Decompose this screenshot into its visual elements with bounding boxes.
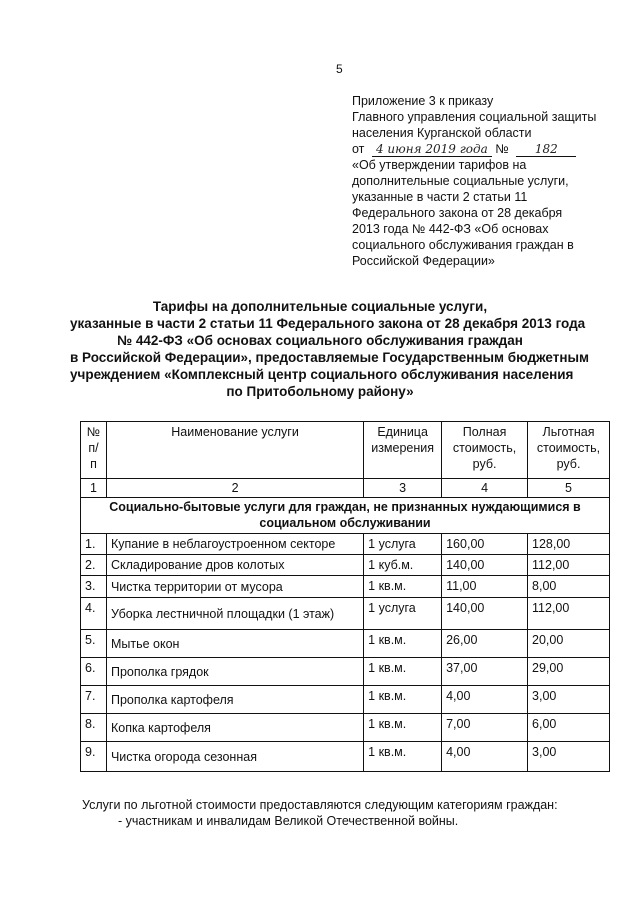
index-cell: 2 bbox=[106, 479, 363, 498]
table-row bbox=[81, 598, 610, 630]
cell-name: Складирование дров колотых bbox=[106, 555, 363, 576]
header-num: № п/п bbox=[81, 422, 107, 479]
cell-num: 3. bbox=[81, 576, 107, 598]
cell-full: 140,00 bbox=[442, 598, 528, 630]
cell-name: Прополка картофеля bbox=[106, 686, 363, 714]
title-line: Тарифы на дополнительные социальные услуги, bbox=[152, 299, 488, 314]
cell-name: Прополка грядок bbox=[106, 658, 363, 686]
column-index-row bbox=[81, 479, 610, 498]
cell-name: Чистка огорода сезонная bbox=[106, 742, 363, 772]
cell-name: Купание в неблагоустроенном секторе bbox=[106, 534, 363, 555]
index-cell: 4 bbox=[442, 479, 528, 498]
page-number: 5 bbox=[336, 62, 343, 76]
table-row bbox=[81, 534, 610, 555]
cell-reduced: 3,00 bbox=[528, 742, 610, 772]
cell-unit: 1 услуга bbox=[364, 534, 442, 555]
cell-num: 1. bbox=[81, 534, 107, 555]
cell-unit: 1 кв.м. bbox=[364, 576, 442, 598]
title-line: № 442-ФЗ «Об основах социального обслуживания граждан bbox=[117, 333, 523, 348]
subject-line: 2013 года № 442-ФЗ «Об основах bbox=[352, 222, 549, 236]
subject-line: дополнительные социальные услуги, bbox=[352, 174, 569, 188]
cell-full: 140,00 bbox=[442, 555, 528, 576]
cell-num: 9. bbox=[81, 742, 107, 772]
index-cell: 1 bbox=[81, 479, 107, 498]
cell-full: 7,00 bbox=[442, 714, 528, 742]
cell-reduced: 29,00 bbox=[528, 658, 610, 686]
subject-line: Федерального закона от 28 декабря bbox=[352, 206, 563, 220]
number-label: № bbox=[495, 142, 509, 156]
title-line: указанные в части 2 статьи 11 Федерального закона от 28 декабря 2013 года bbox=[70, 316, 586, 331]
cell-full: 26,00 bbox=[442, 630, 528, 658]
appendix-block bbox=[352, 93, 614, 269]
handwritten-number: 182 bbox=[516, 143, 576, 157]
cell-unit: 1 услуга bbox=[364, 598, 442, 630]
header-name: Наименование услуги bbox=[106, 422, 363, 479]
cell-full: 4,00 bbox=[442, 742, 528, 772]
document-title bbox=[70, 298, 590, 400]
title-line: по Притобольному району» bbox=[226, 384, 414, 399]
footer-line: Услуги по льготной стоимости предоставляются следующим категориям граждан: bbox=[82, 798, 558, 812]
section-title: Социально-бытовые услуги для граждан, не признанных нуждающимися в социальном обслуживании bbox=[81, 498, 610, 534]
cell-num: 5. bbox=[81, 630, 107, 658]
cell-reduced: 20,00 bbox=[528, 630, 610, 658]
cell-unit: 1 кв.м. bbox=[364, 658, 442, 686]
title-line: учреждением «Комплексный центр социального обслуживания населения bbox=[70, 367, 574, 382]
cell-reduced: 112,00 bbox=[528, 555, 610, 576]
footer-note bbox=[82, 797, 622, 829]
subject-line: социального обслуживания граждан в bbox=[352, 238, 574, 252]
table-row bbox=[81, 576, 610, 598]
title-line: в Российской Федерации», предоставляемые Государственным бюджетным bbox=[70, 350, 590, 365]
cell-num: 7. bbox=[81, 686, 107, 714]
appendix-line: Приложение 3 к приказу bbox=[352, 94, 494, 108]
table-row bbox=[81, 658, 610, 686]
from-label: от bbox=[352, 142, 365, 156]
subject-line: Российской Федерации» bbox=[352, 254, 495, 268]
cell-name: Чистка территории от мусора bbox=[106, 576, 363, 598]
cell-unit: 1 кв.м. bbox=[364, 714, 442, 742]
appendix-line: населения Курганской области bbox=[352, 126, 532, 140]
appendix-line: Главного управления социальной защиты bbox=[352, 110, 597, 124]
table-row bbox=[81, 630, 610, 658]
index-cell: 5 bbox=[528, 479, 610, 498]
cell-reduced: 8,00 bbox=[528, 576, 610, 598]
cell-reduced: 128,00 bbox=[528, 534, 610, 555]
section-row bbox=[81, 498, 610, 534]
cell-name: Мытье окон bbox=[106, 630, 363, 658]
cell-reduced: 112,00 bbox=[528, 598, 610, 630]
table-row bbox=[81, 555, 610, 576]
cell-full: 37,00 bbox=[442, 658, 528, 686]
cell-num: 8. bbox=[81, 714, 107, 742]
header-unit: Единица измерения bbox=[364, 422, 442, 479]
cell-full: 160,00 bbox=[442, 534, 528, 555]
cell-num: 2. bbox=[81, 555, 107, 576]
cell-name: Копка картофеля bbox=[106, 714, 363, 742]
cell-num: 4. bbox=[81, 598, 107, 630]
order-date-number-line bbox=[352, 141, 614, 157]
index-cell: 3 bbox=[364, 479, 442, 498]
table-header-row bbox=[81, 422, 610, 479]
cell-unit: 1 кв.м. bbox=[364, 630, 442, 658]
cell-unit: 1 кв.м. bbox=[364, 686, 442, 714]
footer-line: - участникам и инвалидам Великой Отечественной войны. bbox=[118, 814, 459, 828]
table-row bbox=[81, 686, 610, 714]
cell-reduced: 6,00 bbox=[528, 714, 610, 742]
cell-full: 11,00 bbox=[442, 576, 528, 598]
handwritten-date: 4 июня 2019 года bbox=[372, 143, 492, 157]
cell-name: Уборка лестничной площадки (1 этаж) bbox=[106, 598, 363, 630]
cell-full: 4,00 bbox=[442, 686, 528, 714]
subject-line: «Об утверждении тарифов на bbox=[352, 158, 527, 172]
tariffs-table bbox=[80, 421, 610, 772]
table-row bbox=[81, 742, 610, 772]
subject-line: указанные в части 2 статьи 11 bbox=[352, 190, 528, 204]
cell-reduced: 3,00 bbox=[528, 686, 610, 714]
cell-num: 6. bbox=[81, 658, 107, 686]
table-row bbox=[81, 714, 610, 742]
header-reduced-cost: Льготная стоимость, руб. bbox=[528, 422, 610, 479]
cell-unit: 1 куб.м. bbox=[364, 555, 442, 576]
header-full-cost: Полная стоимость, руб. bbox=[442, 422, 528, 479]
cell-unit: 1 кв.м. bbox=[364, 742, 442, 772]
